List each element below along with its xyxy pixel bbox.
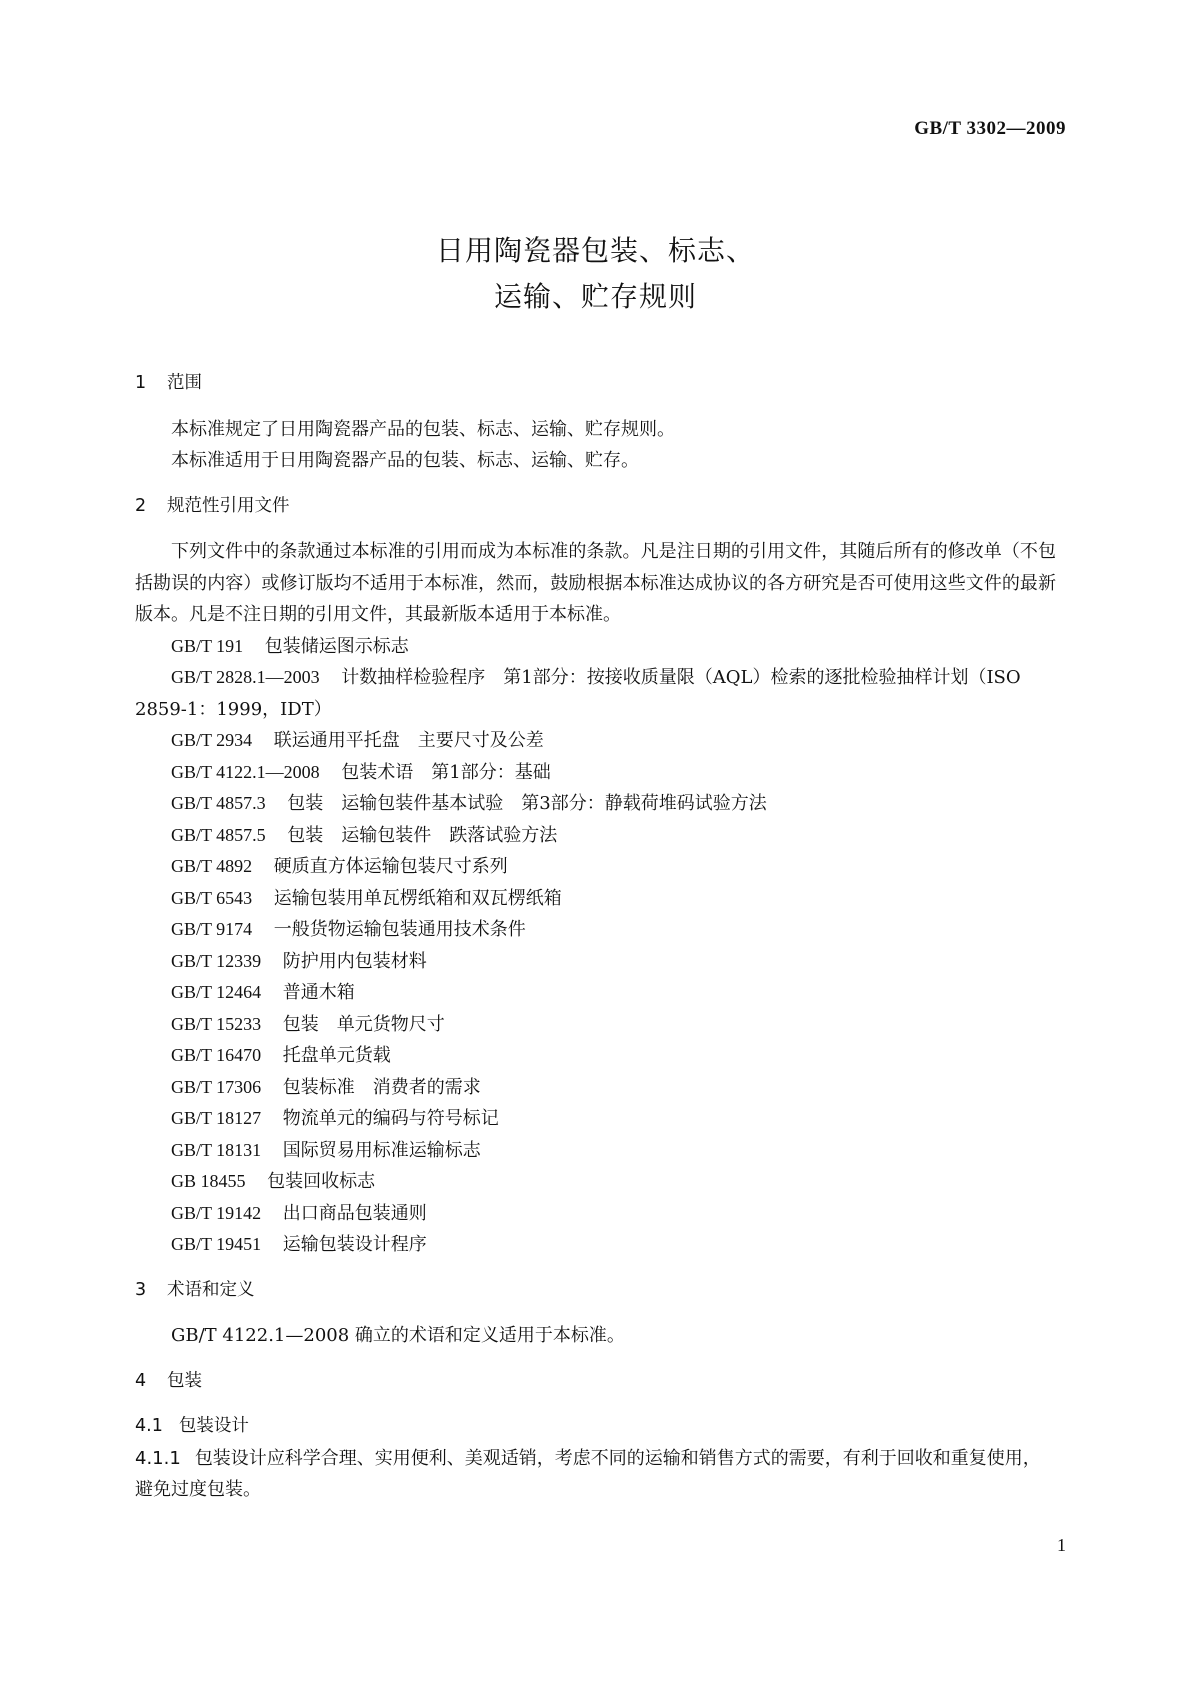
reference-item	[135, 1040, 1056, 1072]
section-number: 1	[135, 373, 147, 393]
section-heading-terms	[135, 1275, 1056, 1307]
reference-item	[135, 788, 1056, 820]
reference-title: 计数抽样检验程序 第1部分：按接收质量限（AQL）检索的逐批检验抽样计划（ISO 2859-1：1999，IDT）	[135, 667, 1021, 720]
subsection-number: 4.1	[135, 1416, 163, 1436]
reference-code: GB/T 18127	[171, 1108, 262, 1128]
reference-code: GB/T 19142	[171, 1202, 262, 1223]
reference-code: GB/T 6543	[171, 887, 253, 908]
section-title: 术语和定义	[167, 1279, 255, 1300]
section-title: 包装	[167, 1370, 202, 1391]
reference-title: 托盘单元货载	[282, 1045, 391, 1066]
paragraph: 本标准规定了日用陶瓷器产品的包装、标志、运输、贮存规则。	[171, 418, 675, 440]
section-heading-packaging	[135, 1366, 1056, 1398]
section-title: 规范性引用文件	[167, 495, 290, 516]
section-number: 4	[135, 1370, 147, 1391]
reference-item	[135, 1135, 1056, 1167]
reference-code: GB/T 9174	[171, 919, 253, 939]
paragraph: 本标准适用于日用陶瓷器产品的包装、标志、运输、贮存。	[171, 450, 639, 471]
section-heading-normative-references	[135, 491, 1056, 523]
reference-title: 硬质直方体运输包装尺寸系列	[273, 856, 508, 877]
reference-code: GB/T 15233	[171, 1013, 262, 1034]
reference-title: 包装回收标志	[267, 1171, 376, 1192]
reference-item	[135, 1009, 1056, 1041]
reference-code: GB/T 17306	[171, 1076, 262, 1097]
title-line-2: 运输、贮存规则	[493, 280, 697, 313]
clause	[135, 1443, 1056, 1506]
reference-item	[135, 977, 1056, 1009]
reference-item	[135, 820, 1056, 852]
reference-item	[135, 1229, 1056, 1261]
title-line-1: 日用陶瓷器包装、标志、	[435, 234, 755, 267]
subsection-heading	[135, 1411, 1056, 1443]
reference-title: 物流单元的编码与符号标记	[282, 1108, 499, 1129]
reference-title: 防护用内包装材料	[282, 950, 427, 972]
section-title: 范围	[167, 373, 202, 393]
reference-title: 包装 运输包装件 跌落试验方法	[287, 824, 558, 846]
reference-title: 包装术语 第1部分：基础	[341, 761, 551, 783]
reference-title: 包装标准 消费者的需求	[282, 1076, 481, 1098]
reference-code: GB/T 4122.1—2008	[171, 761, 320, 782]
reference-title: 联运通用平托盘 主要尺寸及公差	[273, 730, 544, 751]
reference-item	[135, 662, 1056, 725]
reference-item	[135, 1198, 1056, 1230]
reference-title: 运输包装设计程序	[282, 1234, 427, 1255]
reference-code: GB/T 12339	[171, 950, 262, 971]
reference-item	[135, 914, 1056, 946]
reference-code: GB/T 191	[171, 635, 244, 656]
reference-item	[135, 851, 1056, 883]
reference-code: GB/T 19451	[171, 1234, 262, 1254]
reference-title: 包装储运图示标志	[264, 635, 409, 657]
reference-item	[135, 757, 1056, 789]
reference-code: GB/T 4892	[171, 856, 253, 876]
reference-code: GB/T 2934	[171, 730, 253, 750]
document-title	[0, 228, 1191, 320]
reference-title: 包装 单元货物尺寸	[282, 1013, 445, 1035]
document-body	[135, 368, 1056, 1506]
reference-item	[135, 725, 1056, 757]
reference-code: GB/T 4857.3	[171, 793, 266, 813]
reference-code: GB/T 4857.5	[171, 824, 266, 845]
page-number: 1	[1057, 1535, 1066, 1555]
reference-item	[135, 631, 1056, 663]
reference-title: 包装 运输包装件基本试验 第3部分：静载荷堆码试验方法	[287, 793, 767, 814]
reference-list	[135, 631, 1056, 1261]
reference-title: 一般货物运输包装通用技术条件	[273, 919, 526, 940]
reference-code: GB 18455	[171, 1171, 246, 1191]
reference-code: GB/T 2828.1—2003	[171, 667, 320, 687]
paragraph: 下列文件中的条款通过本标准的引用而成为本标准的条款。凡是注日期的引用文件，其随后所有的修改单（不包括勘误的内容）或修订版均不适用于本标准，然而，鼓励根据本标准达成协议的各方研究是否可使用这些文件的最新版本。凡是不注日期的引用文件，其最新版本适用于本标准。	[135, 541, 1056, 625]
reference-item	[135, 946, 1056, 978]
reference-title: 国际贸易用标准运输标志	[282, 1139, 481, 1161]
section-number: 3	[135, 1279, 147, 1300]
section-heading-scope	[135, 368, 1056, 400]
standard-code: GB/T 3302—2009	[914, 118, 1066, 139]
clause-text: 包装设计应科学合理、实用便利、美观适销，考虑不同的运输和销售方式的需要，有利于回收和重复使用，避免过度包装。	[135, 1447, 1041, 1500]
clause-number: 4.1.1	[135, 1447, 181, 1469]
reference-item	[135, 1103, 1056, 1135]
reference-item	[135, 883, 1056, 915]
reference-title: 出口商品包装通则	[282, 1202, 427, 1224]
paragraph: GB/T 4122.1—2008 确立的术语和定义适用于本标准。	[171, 1325, 625, 1346]
reference-code: GB/T 18131	[171, 1139, 262, 1160]
reference-item	[135, 1166, 1056, 1198]
reference-code: GB/T 16470	[171, 1045, 262, 1065]
reference-title: 普通木箱	[282, 982, 355, 1003]
reference-code: GB/T 12464	[171, 982, 262, 1002]
reference-title: 运输包装用单瓦楞纸箱和双瓦楞纸箱	[273, 887, 562, 909]
section-number: 2	[135, 495, 147, 516]
subsection-title: 包装设计	[178, 1416, 249, 1436]
reference-item	[135, 1072, 1056, 1104]
